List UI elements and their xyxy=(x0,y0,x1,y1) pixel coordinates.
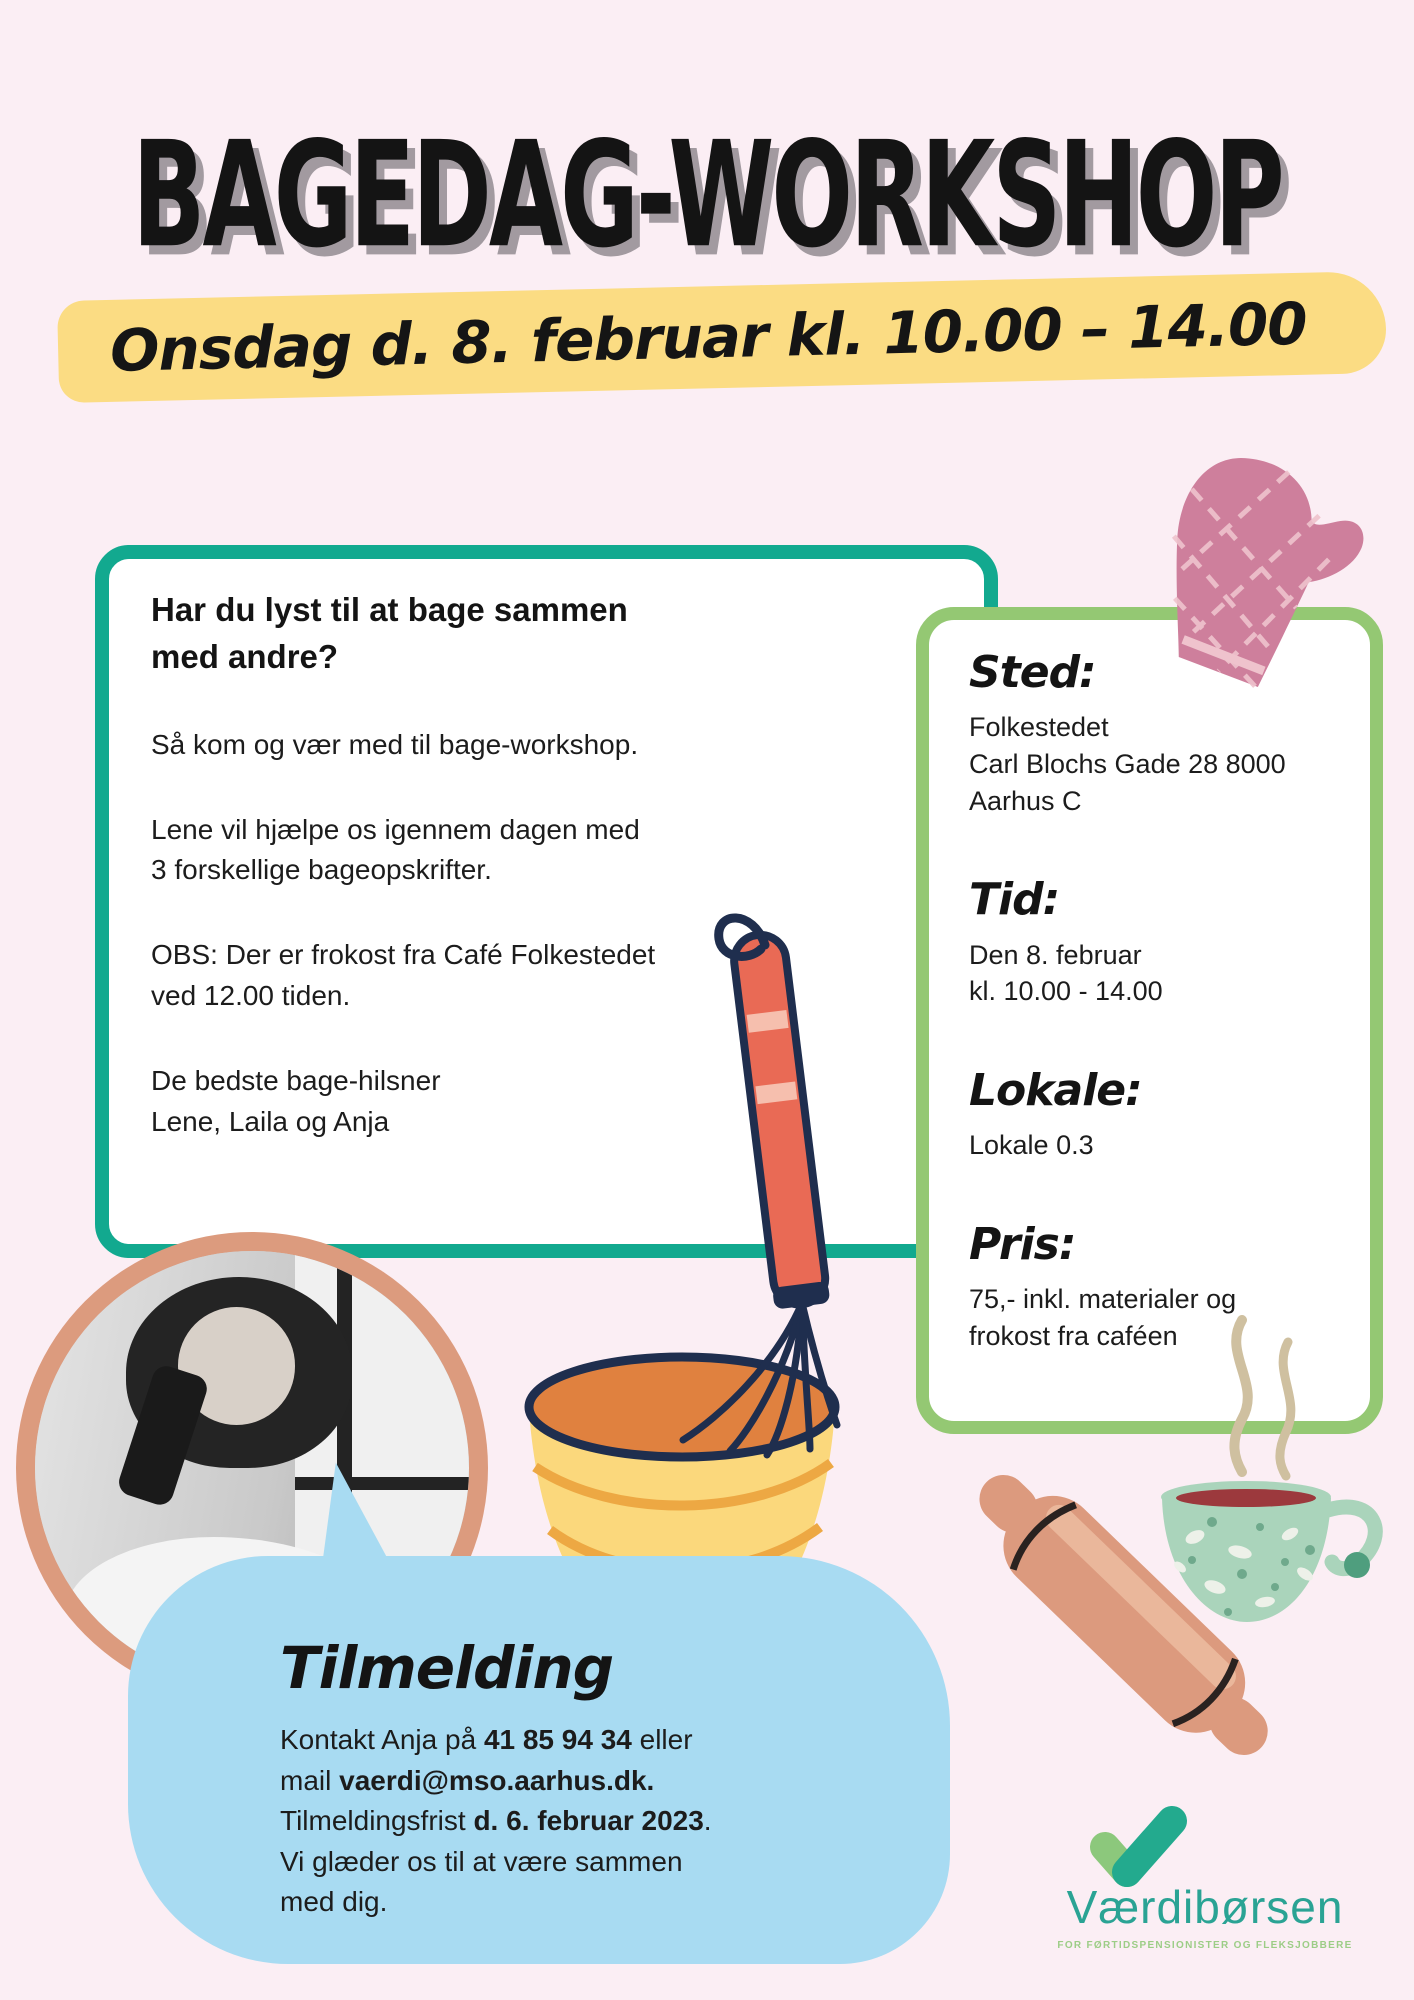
intro-text-line: 3 forskellige bageopskrifter. xyxy=(151,854,492,886)
intro-text-line: De bedste bage-hilsner xyxy=(151,1065,441,1097)
intro-text-line: OBS: Der er frokost fra Café Folkestedet xyxy=(151,939,656,971)
info-value-line: 75,- inkl. materialer og xyxy=(969,1284,1237,1315)
signup-text-line: med dig. xyxy=(280,1886,388,1918)
logo-tagline: FOR FØRTIDSPENSIONISTER OG FLEKSJOBBERE xyxy=(1057,1940,1353,1951)
intro-heading xyxy=(151,587,942,681)
signup-line-deadline xyxy=(280,1801,910,1842)
intro-paragraph xyxy=(151,810,942,892)
intro-heading-line: med andre? xyxy=(151,637,339,675)
info-value-line: frokost fra caféen xyxy=(969,1320,1178,1351)
signup-line-phone xyxy=(280,1720,910,1761)
signup-text: . xyxy=(703,1805,712,1837)
info-value-line: Folkestedet xyxy=(969,712,1109,743)
info-label-lokale: Lokale: xyxy=(969,1064,1142,1116)
info-value-line: Den 8. februar xyxy=(969,939,1142,970)
signup-phone-number: 41 85 94 34 xyxy=(483,1724,632,1755)
page-title: BAGEDAG-WORKSHOP xyxy=(132,110,1282,281)
steam-icon xyxy=(1234,1320,1290,1476)
signup-text: mail xyxy=(280,1764,340,1796)
signup-heading: Tilmelding xyxy=(280,1634,614,1702)
logo-checkmark-icon xyxy=(1082,1806,1192,1888)
intro-heading-line: Har du lyst til at bage sammen xyxy=(151,591,628,628)
signup-email: vaerdi@mso.aarhus.dk. xyxy=(339,1764,655,1796)
signup-bubble xyxy=(128,1556,950,1964)
info-value-line: Carl Blochs Gade 28 8000 xyxy=(969,748,1286,779)
info-value-line: Lokale 0.3 xyxy=(969,1130,1094,1161)
info-label-pris: Pris: xyxy=(969,1218,1076,1270)
logo-name: Værdibørsen xyxy=(1066,1881,1344,1933)
intro-text-line: ved 12.00 tiden. xyxy=(151,980,351,1012)
date-banner-text: Onsdag d. 8. februar kl. 10.00 – 14.00 xyxy=(109,289,1308,385)
info-value-line: kl. 10.00 - 14.00 xyxy=(969,976,1163,1007)
signup-line-email xyxy=(280,1761,910,1802)
signup-text-line: Vi glæder os til at være sammen xyxy=(280,1845,683,1877)
info-section-lokale xyxy=(969,1062,1340,1164)
info-section-tid xyxy=(969,871,1340,1010)
info-label-sted: Sted: xyxy=(969,647,1096,698)
intro-text-line: Lene vil hjælpe os igennem dagen med xyxy=(151,813,640,845)
signup-deadline: d. 6. februar 2023 xyxy=(473,1805,704,1837)
info-box xyxy=(916,607,1383,1434)
intro-text-line: Så kom og vær med til bage-workshop. xyxy=(151,728,639,760)
info-value-line: Aarhus C xyxy=(969,785,1082,816)
coffee-cup-icon xyxy=(1150,1312,1400,1632)
intro-text-line: Lene, Laila og Anja xyxy=(151,1105,390,1137)
oven-mitt-icon xyxy=(1152,450,1382,715)
signup-text: Kontakt Anja på xyxy=(280,1724,484,1755)
date-banner xyxy=(57,271,1387,403)
signup-text: eller xyxy=(631,1724,693,1755)
mixing-bowl-whisk-icon xyxy=(505,895,875,1665)
signup-text: Tilmeldingsfrist xyxy=(280,1805,474,1837)
intro-paragraph xyxy=(151,725,942,766)
info-label-tid: Tid: xyxy=(969,874,1060,926)
